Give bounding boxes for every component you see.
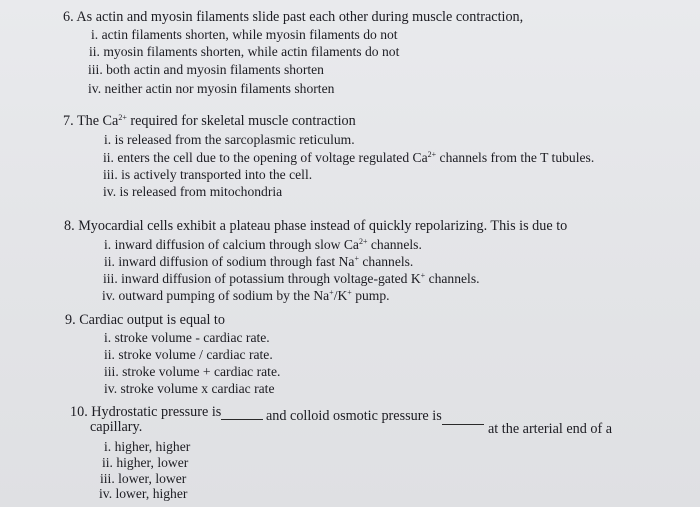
option-iii xyxy=(103,271,480,287)
option-text: i. inward diffusion of calcium through slow Ca xyxy=(104,237,359,252)
option-iv: iv. is released from mitochondria xyxy=(103,184,283,199)
option-tail: channels. xyxy=(425,271,480,286)
question-9-stem xyxy=(65,312,225,329)
option-iv: iv. lower, higher xyxy=(99,486,188,501)
question-10-stem-d: capillary. xyxy=(90,419,143,435)
answer-blank-2[interactable] xyxy=(442,424,484,425)
option-text: iii. inward diffusion of potassium through voltage-gated K xyxy=(103,271,421,286)
option-ii xyxy=(103,150,594,166)
option-i: i. higher, higher xyxy=(104,439,191,454)
question-text: Cardiac output is equal to xyxy=(79,312,225,328)
superscript: + xyxy=(420,271,426,280)
question-text-b: required for skeletal muscle contraction xyxy=(126,113,356,129)
answer-blank-1[interactable] xyxy=(221,419,263,420)
option-iii: iii. both actin and myosin filaments shorten xyxy=(88,62,324,77)
option-mid: /K xyxy=(333,288,348,303)
question-number: 7. xyxy=(63,113,74,129)
question-10-stem-b: and colloid osmotic pressure is xyxy=(266,408,442,424)
option-iii: iii. is actively transported into the cell. xyxy=(103,167,313,182)
option-ii: ii. higher, lower xyxy=(102,455,189,470)
question-text-a: The Ca xyxy=(76,113,119,129)
option-text: iv. outward pumping of sodium by the Na xyxy=(102,288,330,303)
option-iv: iv. stroke volume x cardiac rate xyxy=(104,381,275,396)
option-iv: iv. neither actin nor myosin filaments shorten xyxy=(88,81,335,96)
superscript: + xyxy=(329,288,334,297)
option-text: ii. enters the cell due to the opening of voltage regulated Ca xyxy=(103,150,428,165)
option-i: i. stroke volume - cardiac rate. xyxy=(104,330,270,345)
question-10-stem-c: at the arterial end of a xyxy=(488,421,613,437)
option-tail: pump. xyxy=(351,288,390,303)
option-text: ii. inward diffusion of sodium through fast Na xyxy=(104,254,355,269)
option-tail: channels. xyxy=(367,237,422,252)
option-tail: channels from the T tubules. xyxy=(436,150,595,165)
question-number: 6. xyxy=(63,9,74,25)
option-iii: iii. lower, lower xyxy=(100,471,187,486)
superscript: + xyxy=(347,288,352,297)
question-number: 9. xyxy=(65,312,76,328)
question-number: 8. xyxy=(64,218,75,234)
question-text: As actin and myosin filaments slide past each other during muscle contraction, xyxy=(76,9,524,25)
option-i xyxy=(104,237,422,253)
superscript: + xyxy=(354,254,359,263)
option-ii xyxy=(104,254,413,270)
question-text-a: Hydrostatic pressure is xyxy=(91,404,222,420)
question-6-stem xyxy=(63,9,523,26)
option-iv xyxy=(102,288,390,304)
question-7-stem xyxy=(63,113,356,130)
question-8-stem xyxy=(64,218,567,235)
option-ii: ii. stroke volume / cardiac rate. xyxy=(104,347,273,362)
option-i: i. actin filaments shorten, while myosin filaments do not xyxy=(91,27,398,42)
question-text: Myocardial cells exhibit a plateau phase instead of quickly repolarizing. This is due to xyxy=(78,218,568,234)
option-tail: channels. xyxy=(358,254,414,269)
option-iii: iii. stroke volume + cardiac rate. xyxy=(104,364,281,379)
superscript: 2+ xyxy=(118,113,127,122)
superscript: 2+ xyxy=(427,150,437,159)
option-i: i. is released from the sarcoplasmic reticulum. xyxy=(104,132,355,147)
superscript: 2+ xyxy=(358,237,368,246)
question-number: 10. xyxy=(70,404,88,420)
option-ii: ii. myosin filaments shorten, while actin filaments do not xyxy=(89,44,400,59)
